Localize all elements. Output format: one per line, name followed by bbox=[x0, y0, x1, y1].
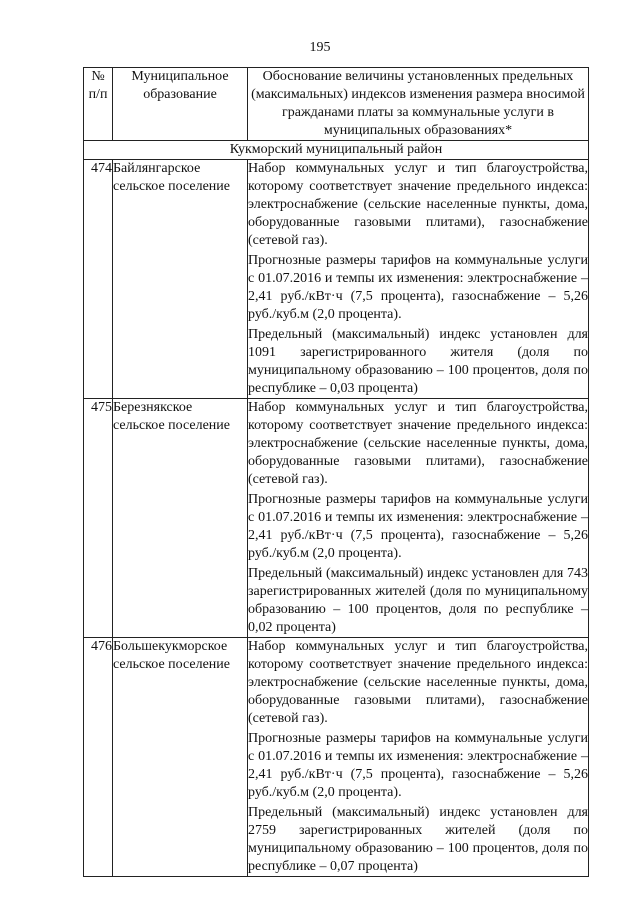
tariffs-paragraph: Прогнозные размеры тарифов на коммунальные услуги с 01.07.2016 и темпы их изменения: электроснабжение – 2,41 руб./кВт·ч (7,5 процента), газоснабжение – 5,26 руб./куб.м (2,0 процента). bbox=[248, 253, 588, 322]
services-paragraph: Набор коммунальных услуг и тип благоустройства, которому соответствует значение предельного индекса: электроснабжение (сельские населенные пункты, дома, оборудованные газовыми плитами), газоснабжение (сетевой газ). bbox=[248, 639, 588, 726]
municipality-name: Байлянгарское сельское поселение bbox=[113, 160, 248, 399]
tariff-index-table bbox=[83, 67, 589, 877]
justification-cell bbox=[248, 638, 589, 877]
services-paragraph: Набор коммунальных услуг и тип благоустройства, которому соответствует значение предельного индекса: электроснабжение (сельские населенные пункты, дома, оборудованные газовыми плитами), газоснабжение (сетевой газ). bbox=[248, 400, 588, 487]
page-number: 195 bbox=[309, 40, 331, 55]
table-row bbox=[84, 399, 589, 638]
tariffs-paragraph: Прогнозные размеры тарифов на коммунальные услуги с 01.07.2016 и темпы их изменения: электроснабжение – 2,41 руб./кВт·ч (7,5 процента), газоснабжение – 5,26 руб./куб.м (2,0 процента). bbox=[248, 492, 588, 561]
row-number: 474 bbox=[84, 160, 113, 399]
justification-cell bbox=[248, 399, 589, 638]
row-number: 475 bbox=[84, 399, 113, 638]
district-name: Кукморский муниципальный район bbox=[84, 141, 589, 160]
header-number: № п/п bbox=[84, 68, 113, 141]
tariffs-paragraph: Прогнозные размеры тарифов на коммунальные услуги с 01.07.2016 и темпы их изменения: электроснабжение – 2,41 руб./кВт·ч (7,5 процента), газоснабжение – 5,26 руб./куб.м (2,0 процента). bbox=[248, 731, 588, 800]
table-header-row bbox=[84, 68, 589, 141]
table-row bbox=[84, 638, 589, 877]
index-paragraph: Предельный (максимальный) индекс установлен для 1091 зарегистрированного жителя (доля по муниципальному образованию – 100 процентов, доля по республике – 0,03 процента) bbox=[248, 327, 588, 396]
header-justification: Обоснование величины установленных предельных (максимальных) индексов изменения размера вносимой гражданами платы за коммунальные услуги в муниципальных образованиях* bbox=[248, 68, 589, 141]
index-paragraph: Предельный (максимальный) индекс установлен для 743 зарегистрированных жителей (доля по муниципальному образованию – 100 процентов, доля по республике – 0,02 процента) bbox=[248, 566, 588, 635]
index-paragraph: Предельный (максимальный) индекс установлен для 2759 зарегистрированных жителей (доля по муниципальному образованию – 100 процентов, доля по республике – 0,07 процента) bbox=[248, 805, 588, 874]
district-row bbox=[84, 141, 589, 160]
justification-cell bbox=[248, 160, 589, 399]
table-row bbox=[84, 160, 589, 399]
services-paragraph: Набор коммунальных услуг и тип благоустройства, которому соответствует значение предельного индекса: электроснабжение (сельские населенные пункты, дома, оборудованные газовыми плитами), газоснабжение (сетевой газ). bbox=[248, 161, 588, 248]
municipality-name: Березнякское сельское поселение bbox=[113, 399, 248, 638]
row-number: 476 bbox=[84, 638, 113, 877]
header-municipality: Муниципальное образование bbox=[113, 68, 248, 141]
municipality-name: Большекукморское сельское поселение bbox=[113, 638, 248, 877]
